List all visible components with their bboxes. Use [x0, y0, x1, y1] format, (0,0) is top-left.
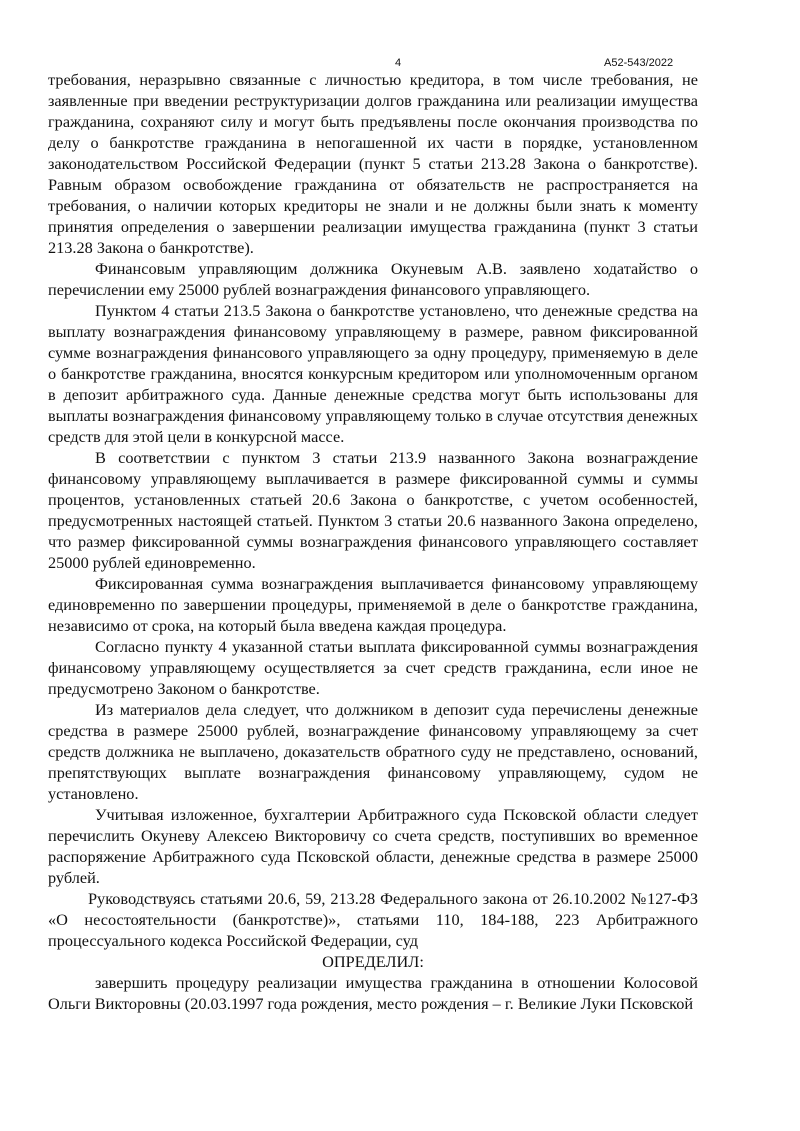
paragraph-accounting-order: Учитывая изложенное, бухгалтерии Арбитражного суда Псковской области следует перечислить Окуневу Алексею Викторовичу со счета средств, поступивших во временное распоряжение Арбитражного суда Псковской области, денежные средства в размере 25000 рублей. — [48, 805, 698, 887]
case-number: А52-543/2022 — [604, 57, 674, 69]
paragraph-legal-basis: Руководствуясь статьями 20.6, 59, 213.28 Федерального закона от 26.10.2002 №127-ФЗ «О несостоятельности (банкротстве)», статьями 110, 184-188, 223 Арбитражного процессуального кодекса Российской Федерации, суд — [48, 889, 698, 950]
paragraph-petition: Финансовым управляющим должника Окуневым А.В. заявлено ходатайство о перечислении ему 25000 рублей вознаграждения финансового управляющего. — [48, 259, 698, 299]
document-body — [48, 69, 698, 1014]
paragraph-ruling: завершить процедуру реализации имущества гражданина в отношении Колосовой Ольги Викторовны (20.03.1997 года рождения, место рождения – г. Великие Луки Псковской — [48, 973, 698, 1013]
page-header — [0, 56, 800, 70]
paragraph-fixed-sum: Фиксированная сумма вознаграждения выплачивается финансовому управляющему единовременно по завершении процедуры, применяемой в деле о банкротстве гражданина, независимо от срока, на который была введена каждая процедура. — [48, 574, 698, 635]
paragraph-article-213-9: В соответствии с пунктом 3 статьи 213.9 названного Закона вознаграждение финансовому управляющему выплачивается в размере фиксированной суммы и суммы процентов, установленных статьей 20.6 Закона о банкротстве, с учетом особенностей, предусмотренных настоящей статьей. Пунктом 3 статьи 20.6 названного Закона определено, что размер фиксированной суммы вознаграждения финансового управляющего составляет 25000 рублей единовременно. — [48, 448, 698, 572]
paragraph-continuation: требования, неразрывно связанные с личностью кредитора, в том числе требования, не заявленные при введении реструктуризации долгов гражданина или реализации имущества гражданина, сохраняют силу и могут быть предъявлены после окончания производства по делу о банкротстве гражданина в непогашенной их части в порядке, установленном законодательством Российской Федерации (пункт 5 статьи 213.28 Закона о банкротстве). Равным образом освобождение гражданина от обязательств не распространяется на требования, о наличии которых кредиторы не знали и не должны были знать к моменту принятия определения о завершении реализации имущества гражданина (пункт 3 статьи 213.28 Закона о банкротстве). — [48, 70, 698, 257]
paragraph-article-213-5: Пунктом 4 статьи 213.5 Закона о банкротстве установлено, что денежные средства на выплату вознаграждения финансовому управляющему в размере, равном фиксированной сумме вознаграждения финансового управляющего за одну процедуру, применяемую в деле о банкротстве гражданина, вносятся конкурсным кредитором или уполномоченным органом в депозит арбитражного суда. Данные денежные средства могут быть использованы для выплаты вознаграждения финансовому управляющему только в случае отсутствия денежных средств для этой цели в конкурсной массе. — [48, 301, 698, 446]
page-number: 4 — [395, 57, 402, 69]
paragraph-payment-source: Согласно пункту 4 указанной статьи выплата фиксированной суммы вознаграждения финансовому управляющему осуществляется за счет средств гражданина, если иное не предусмотрено Законом о банкротстве. — [48, 637, 698, 698]
paragraph-case-materials: Из материалов дела следует, что должником в депозит суда перечислены денежные средства в размере 25000 рублей, вознаграждение финансовому управляющему за счет средств должника не выплачено, доказательств обратного суду не представлено, оснований, препятствующих выплате вознаграждения финансовому управляющему, судом не установлено. — [48, 700, 698, 803]
ruling-heading: ОПРЕДЕЛИЛ: — [322, 952, 424, 971]
